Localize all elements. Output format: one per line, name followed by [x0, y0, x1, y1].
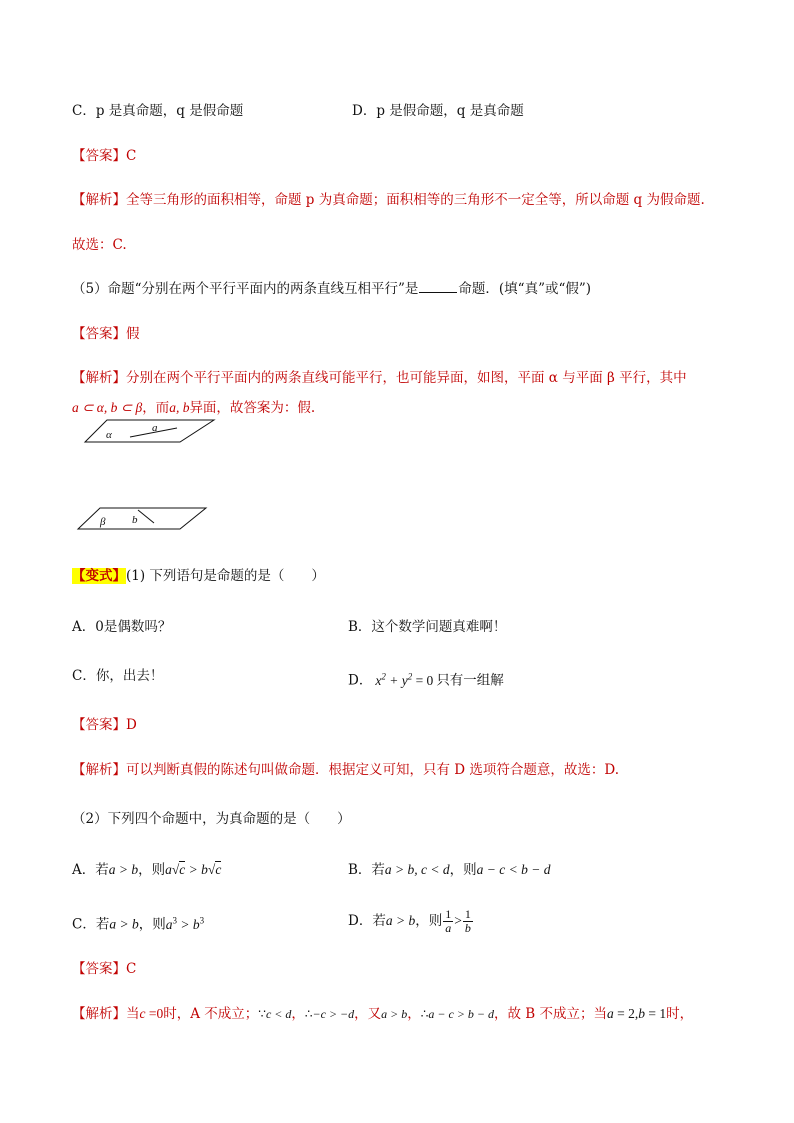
analysis-text: ，又 [354, 1006, 382, 1022]
math-step4: ∴a − c > b − d [420, 1007, 495, 1021]
option-c-prefix: C．若 [72, 916, 110, 933]
answer-value: C [126, 148, 137, 164]
answer-label: 【答案】 [72, 148, 126, 164]
answer-label: 【答案】 [72, 326, 126, 342]
math-ab: a, b [169, 400, 190, 415]
option-c [72, 911, 204, 934]
label-alpha: α [106, 429, 112, 441]
option-b-mid: ，则 [449, 862, 477, 878]
option-d-suffix: 只有一组解 [436, 672, 504, 689]
analysis-text: 时，A 不成立； [163, 1006, 259, 1022]
math-equation: $x^2 + y^2 = 0$ [375, 671, 434, 688]
math-step5: a = 2,b = 1 [607, 1006, 667, 1021]
analysis-label: 【解析】 [72, 370, 126, 386]
analysis-text: ，故 B 不成立；当 [494, 1006, 608, 1022]
analysis-row [72, 761, 619, 779]
math-cond: a > b [385, 913, 416, 928]
analysis-label: 【解析】 [72, 762, 126, 778]
math-step1: ∵c < d [258, 1007, 292, 1021]
label-a: a [152, 422, 158, 434]
option-c: C．p 是真命题，q 是假命题 [72, 103, 244, 119]
option-d-prefix: D． [348, 672, 373, 689]
question-text: （5）命题“分别在两个平行平面内的两条直线互相平行”是 [72, 281, 419, 297]
math-c0: c =0 [139, 1006, 164, 1021]
math-result: $a^3 > b^3$ [165, 915, 205, 932]
analysis-text: 当 [126, 1006, 140, 1022]
answer-value: 假 [126, 326, 140, 342]
analysis-text: ， [407, 1006, 421, 1022]
line-b [138, 510, 154, 523]
fraction-1-over-a: $\frac{1}{a}$ [445, 907, 452, 935]
math-result: a√c > b√c [165, 862, 222, 877]
answer-blank [419, 280, 457, 293]
option-d [348, 667, 504, 690]
analysis-text: 分别在两个平行平面内的两条直线可能平行，也可能异面，如图，平面 α 与平面 β 平行，其中 [126, 370, 687, 386]
option-b: B．这个数学问题真难啊！ [348, 619, 507, 635]
parallel-planes-figure [72, 415, 222, 535]
answer-row [72, 147, 136, 165]
option-d: D．若a > b，则 $\frac{1}{a}$ > $\frac{1}{b}$ [348, 907, 471, 935]
math-cond: a > b [108, 862, 139, 877]
math-subset: a ⊂ α, b ⊂ β [72, 400, 143, 415]
answer-row [72, 325, 140, 343]
option-d-mid: ，则 [415, 913, 443, 929]
analysis-text: ， [291, 1006, 305, 1022]
label-b: b [132, 514, 138, 526]
analysis-row [72, 1005, 693, 1023]
question-5 [72, 280, 591, 298]
option-b [348, 861, 550, 879]
variant-tag: 【变式】 [72, 568, 126, 584]
math-cond: a > b, c < d [384, 862, 450, 877]
option-d-prefix: D．若 [348, 913, 386, 929]
answer-value: C [126, 961, 137, 977]
option-c: C．你，出去！ [72, 668, 164, 684]
question-text-end: 命题．(填“真”或“假”) [458, 281, 592, 297]
analysis-text: 全等三角形的面积相等，命题 p 为真命题；面积相等的三角形不一定全等，所以命题 q 为假命题. [126, 192, 705, 208]
option-a [72, 861, 221, 879]
analysis-text: 时， [666, 1006, 694, 1022]
analysis-row [72, 191, 705, 209]
analysis-label: 【解析】 [72, 1006, 126, 1022]
option-a-prefix: A．若 [72, 862, 109, 878]
option-b-prefix: B．若 [348, 862, 385, 878]
analysis-text: 可以判断真假的陈述句叫做命题．根据定义可知，只有 D 选项符合题意，故选：D. [126, 762, 620, 778]
option-c-mid: ，则 [138, 916, 166, 933]
fraction-1-over-b: $\frac{1}{b}$ [464, 907, 471, 935]
analysis-label: 【解析】 [72, 192, 126, 208]
analysis-row [72, 369, 687, 387]
question-text: (1) 下列语句是命题的是（ ） [126, 568, 325, 584]
plane-alpha [85, 420, 214, 442]
answer-label: 【答案】 [72, 961, 126, 977]
math-cond: a > b [109, 916, 139, 932]
variant-question-1 [72, 567, 325, 585]
analysis-text: 异面，故答案为：假. [189, 400, 316, 416]
variant-question-2: （2）下列四个命题中，为真命题的是（ ） [72, 811, 351, 827]
math-step3: a > b [381, 1007, 408, 1021]
answer-row [72, 716, 137, 734]
answer-value: D [126, 717, 137, 733]
answer-row [72, 960, 136, 978]
math-step2: ∴−c > −d [304, 1007, 355, 1021]
label-beta: β [100, 516, 106, 528]
plane-beta [78, 508, 206, 529]
conclusion: 故选：C. [72, 237, 127, 253]
option-d: D．p 是假命题，q 是真命题 [352, 103, 524, 119]
option-a: A．0是偶数吗？ [72, 619, 172, 635]
answer-label: 【答案】 [72, 717, 126, 733]
analysis-text: ，而 [142, 400, 170, 416]
option-a-mid: ，则 [138, 862, 166, 878]
math-result: a − c < b − d [476, 862, 551, 877]
